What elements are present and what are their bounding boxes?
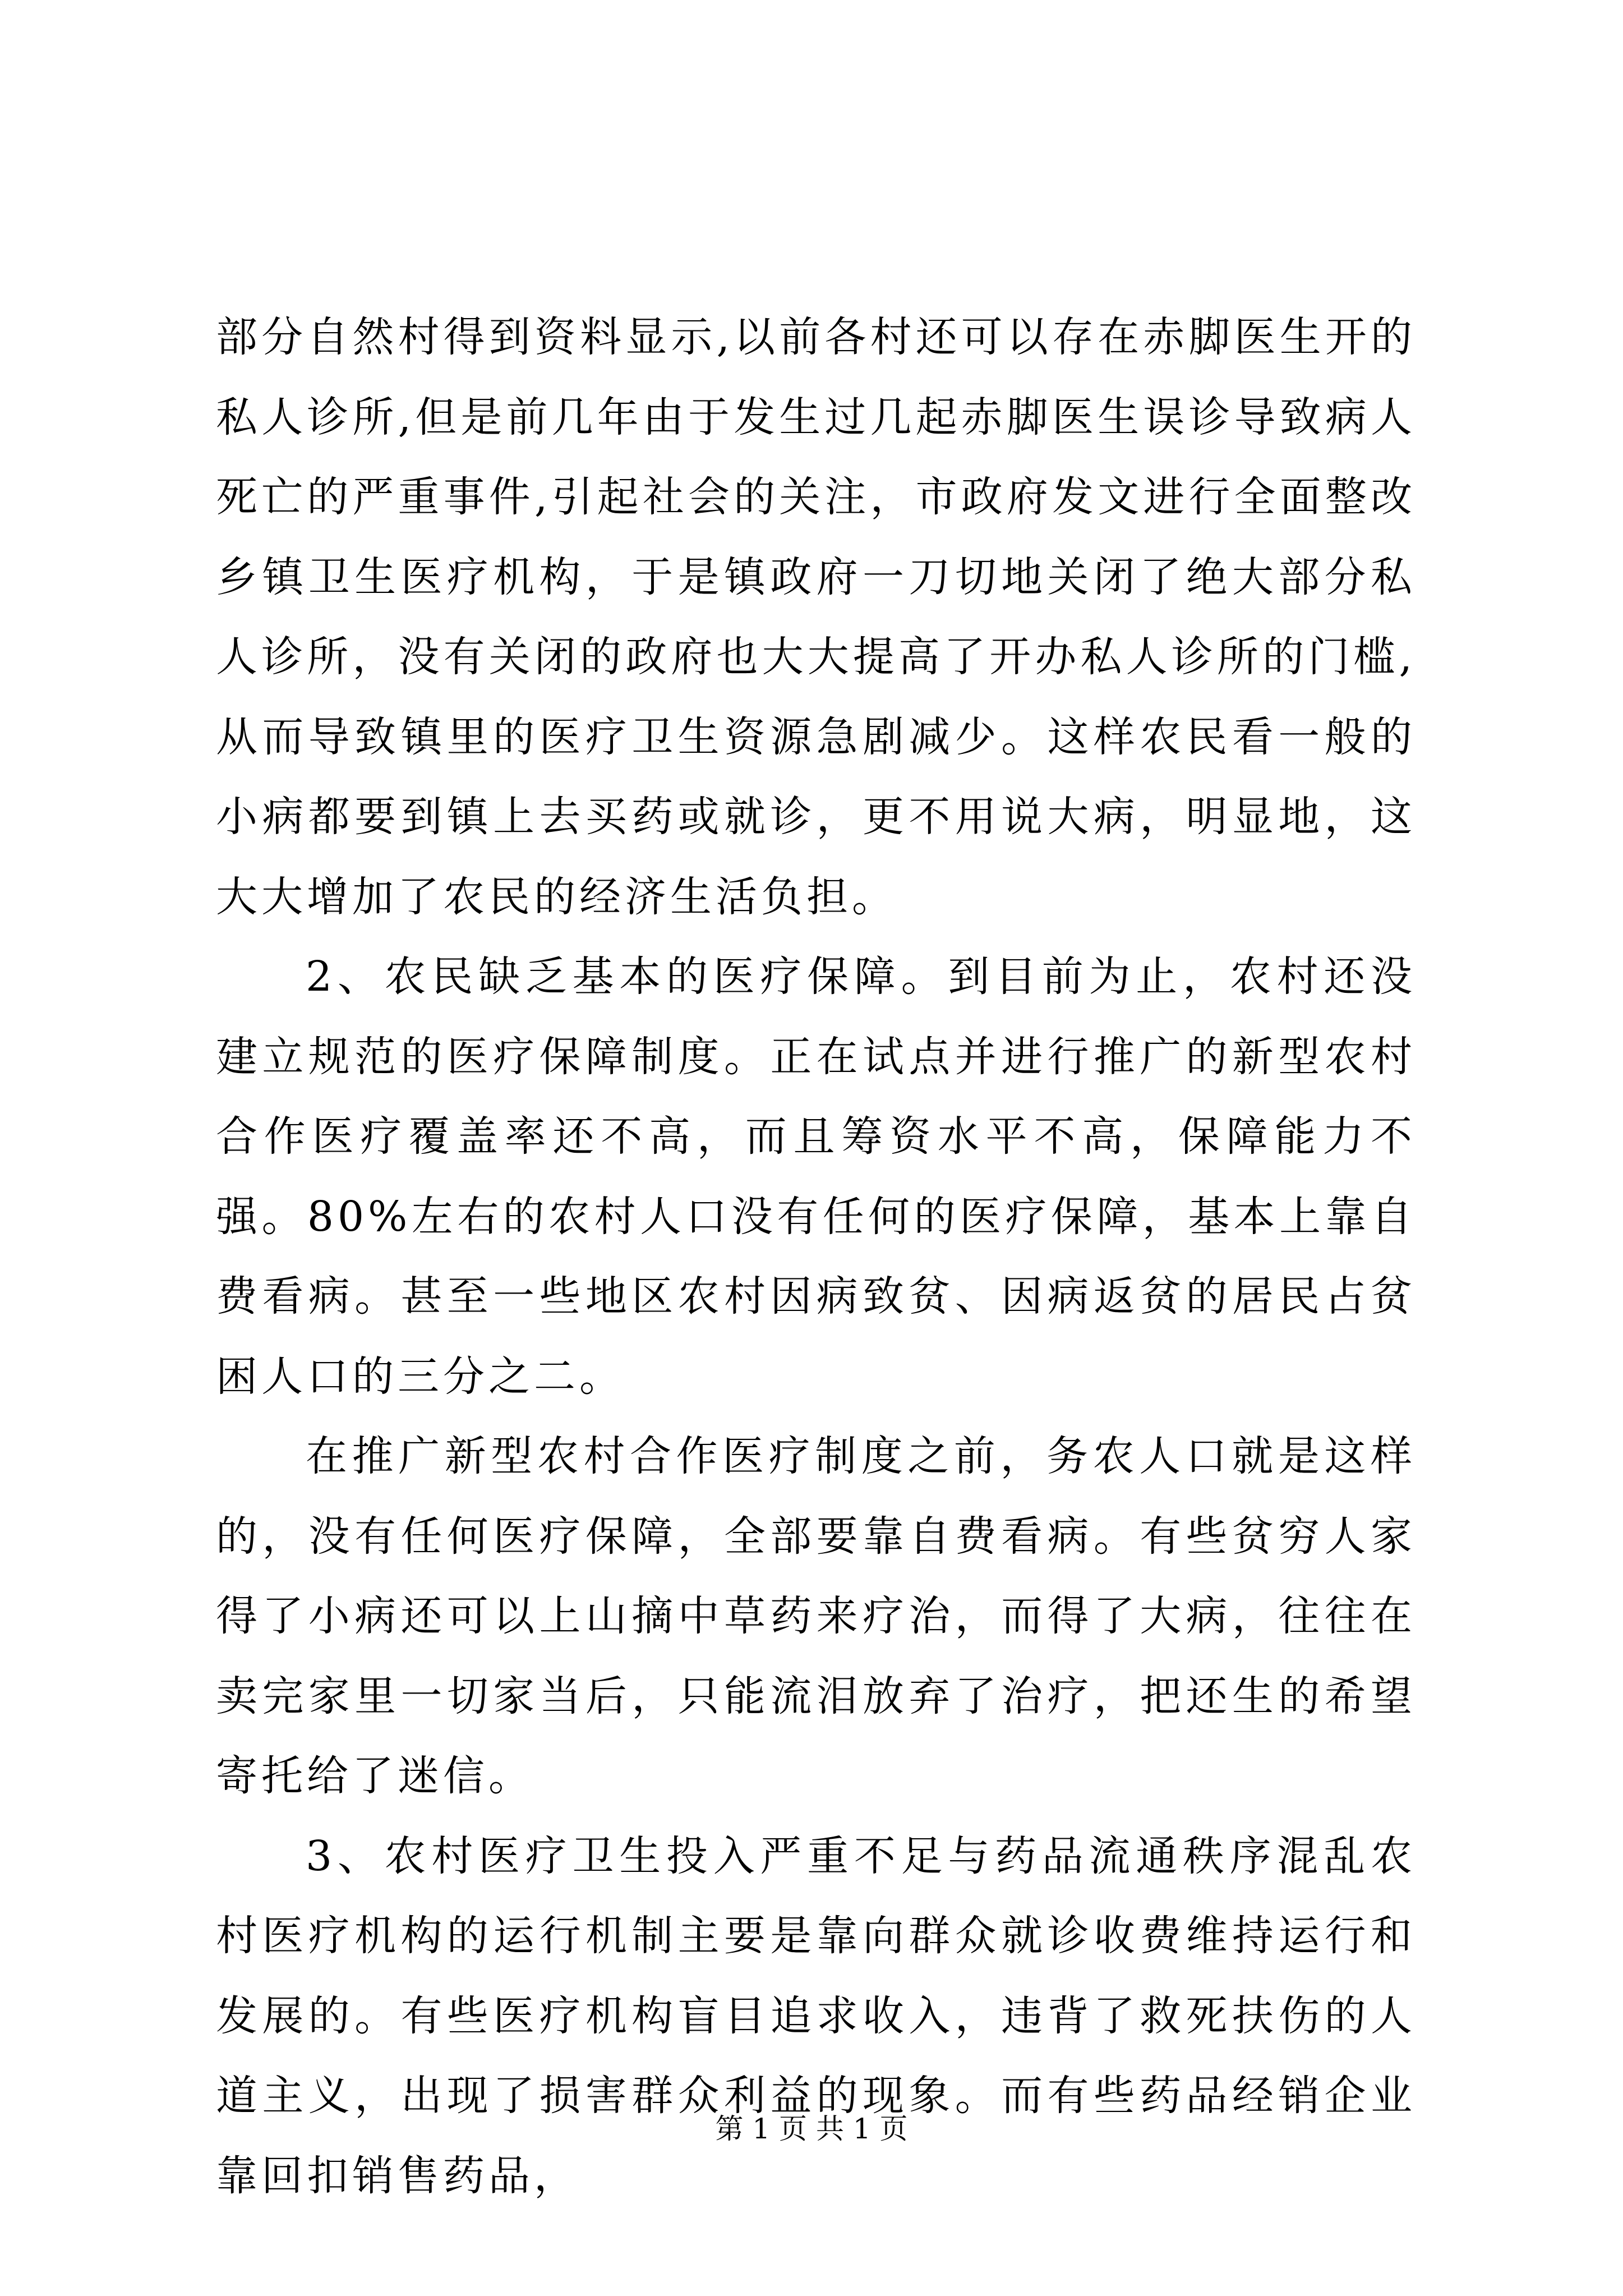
document-body	[216, 297, 1416, 2216]
paragraph-2: 2、农民缺乏基本的医疗保障。到目前为止，农村还没建立规范的医疗保障制度。正在试点并进行推广的新型农村合作医疗覆盖率还不高，而且筹资水平不高，保障能力不强。80%左右的农村人口没有任何的医疗保障，基本上靠自费看病。甚至一些地区农村因病致贫、因病返贫的居民占贫困人口的三分之二。	[216, 953, 1416, 1401]
page-footer	[0, 2112, 1623, 2146]
paragraph-4: 3、农村医疗卫生投入严重不足与药品流通秩序混乱农村医疗机构的运行机制主要是靠向群众就诊收费维持运行和发展的。有些医疗机构盲目追求收入，违背了救死扶伤的人道主义，出现了损害群众利益的现象。而有些药品经销企业靠回扣销售药品，	[216, 1832, 1416, 2200]
paragraph-1: 部分自然村得到资料显示,以前各村还可以存在赤脚医生开的私人诊所,但是前几年由于发生过几起赤脚医生误诊导致病人死亡的严重事件,引起社会的关注，市政府发文进行全面整改乡镇卫生医疗机构，于是镇政府一刀切地关闭了绝大部分私人诊所，没有关闭的政府也大大提高了开办私人诊所的门槛,从而导致镇里的医疗卫生资源急剧减少。这样农民看一般的小病都要到镇上去买药或就诊，更不用说大病，明显地，这大大增加了农民的经济生活负担。	[216, 313, 1416, 921]
paragraph-3: 在推广新型农村合作医疗制度之前，务农人口就是这样的，没有任何医疗保障，全部要靠自费看病。有些贫穷人家得了小病还可以上山摘中草药来疗治，而得了大病，往往在卖完家里一切家当后，只能流泪放弃了治疗，把还生的希望寄托给了迷信。	[216, 1432, 1416, 1800]
page-number: 第 1 页 共 1 页	[715, 2113, 908, 2145]
